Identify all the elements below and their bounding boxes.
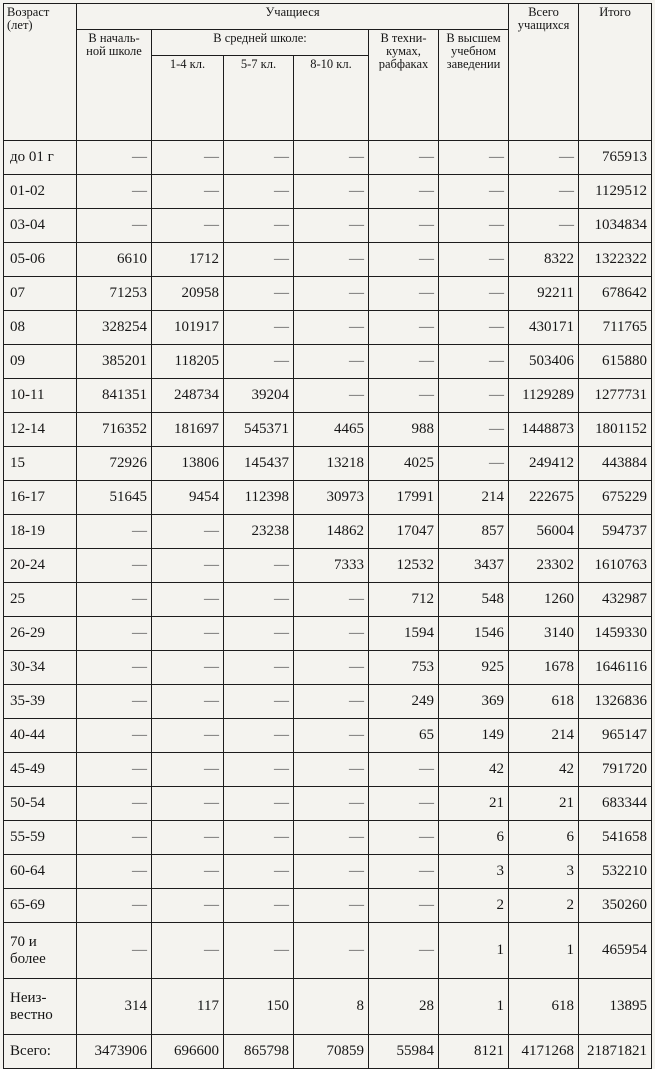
age-cell: 18-19 — [4, 515, 77, 549]
value-cell: 4465 — [294, 413, 369, 447]
table-row — [4, 311, 652, 345]
header-technical-schools: В техни-кумах, рабфаках — [369, 30, 439, 141]
value-cell: — — [294, 277, 369, 311]
age-cell: 09 — [4, 345, 77, 379]
age-cell: 07 — [4, 277, 77, 311]
table-row — [4, 855, 652, 889]
value-cell: — — [294, 175, 369, 209]
value-cell: — — [152, 889, 224, 923]
table-row — [4, 413, 652, 447]
value-cell: — — [369, 345, 439, 379]
value-cell: — — [439, 345, 509, 379]
value-cell: 3473906 — [77, 1035, 152, 1069]
header-students: Учащиеся — [77, 4, 509, 30]
value-cell: 8322 — [509, 243, 579, 277]
value-cell: 112398 — [224, 481, 294, 515]
value-cell: 13806 — [152, 447, 224, 481]
value-cell: 765913 — [579, 141, 652, 175]
value-cell: 369 — [439, 685, 509, 719]
value-cell: 791720 — [579, 753, 652, 787]
value-cell: 4025 — [369, 447, 439, 481]
header-secondary-school: В средней школе: — [152, 30, 369, 56]
value-cell: 249412 — [509, 447, 579, 481]
value-cell: 17047 — [369, 515, 439, 549]
value-cell: 1 — [439, 923, 509, 979]
table-row — [4, 175, 652, 209]
value-cell: — — [369, 243, 439, 277]
value-cell: 716352 — [77, 413, 152, 447]
value-cell: 432987 — [579, 583, 652, 617]
value-cell: — — [77, 141, 152, 175]
value-cell: 39204 — [224, 379, 294, 413]
value-cell: 965147 — [579, 719, 652, 753]
value-cell: — — [294, 209, 369, 243]
value-cell: 181697 — [152, 413, 224, 447]
age-cell: 03-04 — [4, 209, 77, 243]
value-cell: — — [439, 141, 509, 175]
value-cell: 72926 — [77, 447, 152, 481]
value-cell: 2 — [509, 889, 579, 923]
value-cell: 20958 — [152, 277, 224, 311]
value-cell: 70859 — [294, 1035, 369, 1069]
value-cell: 8 — [294, 979, 369, 1035]
value-cell: — — [294, 753, 369, 787]
students-by-age-table — [3, 3, 652, 1069]
age-cell: 26-29 — [4, 617, 77, 651]
value-cell: — — [224, 243, 294, 277]
value-cell: 249 — [369, 685, 439, 719]
table-row — [4, 515, 652, 549]
value-cell: 51645 — [77, 481, 152, 515]
value-cell: — — [294, 821, 369, 855]
value-cell: 430171 — [509, 311, 579, 345]
value-cell: 1678 — [509, 651, 579, 685]
value-cell: — — [294, 617, 369, 651]
value-cell: 1546 — [439, 617, 509, 651]
value-cell: — — [294, 855, 369, 889]
value-cell: 350260 — [579, 889, 652, 923]
value-cell: 1594 — [369, 617, 439, 651]
value-cell: — — [77, 719, 152, 753]
value-cell: 711765 — [579, 311, 652, 345]
value-cell: — — [369, 923, 439, 979]
value-cell: 1801152 — [579, 413, 652, 447]
age-cell: 12-14 — [4, 413, 77, 447]
value-cell: 443884 — [579, 447, 652, 481]
value-cell: 678642 — [579, 277, 652, 311]
age-cell: 55-59 — [4, 821, 77, 855]
value-cell: — — [77, 889, 152, 923]
age-cell: 65-69 — [4, 889, 77, 923]
value-cell: — — [152, 787, 224, 821]
value-cell: — — [77, 651, 152, 685]
value-cell: 548 — [439, 583, 509, 617]
value-cell: 1610763 — [579, 549, 652, 583]
value-cell: 328254 — [77, 311, 152, 345]
value-cell: 145437 — [224, 447, 294, 481]
value-cell: 925 — [439, 651, 509, 685]
table-row — [4, 617, 652, 651]
table-row — [4, 651, 652, 685]
value-cell: — — [224, 617, 294, 651]
age-cell: 08 — [4, 311, 77, 345]
value-cell: — — [224, 277, 294, 311]
value-cell: 1129512 — [579, 175, 652, 209]
value-cell: — — [439, 379, 509, 413]
table-row — [4, 549, 652, 583]
value-cell: 1 — [509, 923, 579, 979]
value-cell: 6610 — [77, 243, 152, 277]
value-cell: — — [77, 175, 152, 209]
age-cell: 16-17 — [4, 481, 77, 515]
table-row — [4, 345, 652, 379]
value-cell: — — [439, 243, 509, 277]
value-cell: — — [224, 345, 294, 379]
value-cell: — — [77, 753, 152, 787]
value-cell: 101917 — [152, 311, 224, 345]
value-cell: — — [439, 209, 509, 243]
value-cell: 71253 — [77, 277, 152, 311]
value-cell: 1 — [439, 979, 509, 1035]
value-cell: — — [294, 889, 369, 923]
value-cell: — — [509, 141, 579, 175]
header-grades-1-4: 1-4 кл. — [152, 56, 224, 141]
value-cell: 3437 — [439, 549, 509, 583]
value-cell: — — [224, 787, 294, 821]
value-cell: 7333 — [294, 549, 369, 583]
value-cell: 65 — [369, 719, 439, 753]
value-cell: 1129289 — [509, 379, 579, 413]
value-cell: 21871821 — [579, 1035, 652, 1069]
value-cell: 503406 — [509, 345, 579, 379]
table-row — [4, 889, 652, 923]
value-cell: — — [77, 617, 152, 651]
value-cell: 222675 — [509, 481, 579, 515]
age-cell: Неиз-вестно — [4, 979, 77, 1035]
value-cell: — — [152, 923, 224, 979]
value-cell: 465954 — [579, 923, 652, 979]
value-cell: 545371 — [224, 413, 294, 447]
value-cell: — — [294, 345, 369, 379]
age-cell: 60-64 — [4, 855, 77, 889]
value-cell: 594737 — [579, 515, 652, 549]
value-cell: 248734 — [152, 379, 224, 413]
value-cell: 3 — [509, 855, 579, 889]
table-row — [4, 923, 652, 979]
value-cell: 42 — [509, 753, 579, 787]
value-cell: 1326836 — [579, 685, 652, 719]
value-cell: — — [294, 719, 369, 753]
value-cell: 3 — [439, 855, 509, 889]
table-body — [4, 141, 652, 1069]
value-cell: 1712 — [152, 243, 224, 277]
value-cell: — — [152, 651, 224, 685]
value-cell: — — [224, 651, 294, 685]
value-cell: 117 — [152, 979, 224, 1035]
value-cell: 42 — [439, 753, 509, 787]
value-cell: — — [439, 311, 509, 345]
value-cell: 214 — [439, 481, 509, 515]
table-row — [4, 787, 652, 821]
table-row — [4, 141, 652, 175]
age-cell: 70 и более — [4, 923, 77, 979]
value-cell: — — [294, 243, 369, 277]
value-cell: 1646116 — [579, 651, 652, 685]
value-cell: — — [369, 855, 439, 889]
value-cell: — — [152, 753, 224, 787]
value-cell: — — [152, 855, 224, 889]
value-cell: — — [224, 923, 294, 979]
value-cell: — — [224, 311, 294, 345]
value-cell: 683344 — [579, 787, 652, 821]
value-cell: — — [294, 685, 369, 719]
value-cell: — — [77, 549, 152, 583]
value-cell: — — [152, 515, 224, 549]
table-row — [4, 447, 652, 481]
header-grand-total: Итого — [579, 4, 652, 141]
value-cell: 150 — [224, 979, 294, 1035]
value-cell: 753 — [369, 651, 439, 685]
value-cell: — — [294, 651, 369, 685]
value-cell: — — [369, 787, 439, 821]
table-row — [4, 379, 652, 413]
value-cell: 618 — [509, 685, 579, 719]
table-row — [4, 685, 652, 719]
value-cell: 532210 — [579, 855, 652, 889]
value-cell: — — [77, 685, 152, 719]
value-cell: 1034834 — [579, 209, 652, 243]
age-cell: 15 — [4, 447, 77, 481]
value-cell: 21 — [509, 787, 579, 821]
value-cell: 23238 — [224, 515, 294, 549]
value-cell: 14862 — [294, 515, 369, 549]
value-cell: 13218 — [294, 447, 369, 481]
value-cell: — — [224, 685, 294, 719]
value-cell: — — [224, 549, 294, 583]
value-cell: — — [439, 277, 509, 311]
header-higher-education: В высшем учебном заведении — [439, 30, 509, 141]
value-cell: 615880 — [579, 345, 652, 379]
value-cell: — — [152, 141, 224, 175]
value-cell: 17991 — [369, 481, 439, 515]
value-cell: 988 — [369, 413, 439, 447]
value-cell: — — [224, 855, 294, 889]
value-cell: 8121 — [439, 1035, 509, 1069]
value-cell: 696600 — [152, 1035, 224, 1069]
header-primary-school: В началь-ной школе — [77, 30, 152, 141]
value-cell: — — [294, 311, 369, 345]
table-row — [4, 719, 652, 753]
value-cell: — — [294, 583, 369, 617]
value-cell: 21 — [439, 787, 509, 821]
value-cell: — — [369, 175, 439, 209]
value-cell: 1277731 — [579, 379, 652, 413]
value-cell: — — [294, 141, 369, 175]
value-cell: — — [509, 209, 579, 243]
value-cell: 541658 — [579, 821, 652, 855]
value-cell: 56004 — [509, 515, 579, 549]
value-cell: — — [369, 141, 439, 175]
value-cell: 13895 — [579, 979, 652, 1035]
age-cell: 35-39 — [4, 685, 77, 719]
value-cell: 28 — [369, 979, 439, 1035]
value-cell: — — [369, 821, 439, 855]
value-cell: — — [369, 753, 439, 787]
value-cell: — — [369, 209, 439, 243]
value-cell: — — [77, 515, 152, 549]
table-row — [4, 481, 652, 515]
age-cell: 10-11 — [4, 379, 77, 413]
value-cell: 118205 — [152, 345, 224, 379]
value-cell: — — [152, 685, 224, 719]
value-cell: — — [77, 787, 152, 821]
value-cell: 214 — [509, 719, 579, 753]
age-cell: 20-24 — [4, 549, 77, 583]
value-cell: — — [152, 209, 224, 243]
value-cell: — — [77, 855, 152, 889]
table-row — [4, 583, 652, 617]
value-cell: 1322322 — [579, 243, 652, 277]
table-row — [4, 1035, 652, 1069]
value-cell: 314 — [77, 979, 152, 1035]
value-cell: 6 — [439, 821, 509, 855]
value-cell: — — [152, 719, 224, 753]
value-cell: — — [369, 311, 439, 345]
value-cell: — — [224, 175, 294, 209]
value-cell: — — [224, 141, 294, 175]
value-cell: — — [152, 549, 224, 583]
value-cell: 9454 — [152, 481, 224, 515]
table-row — [4, 821, 652, 855]
value-cell: — — [509, 175, 579, 209]
value-cell: 1448873 — [509, 413, 579, 447]
document-page — [3, 3, 651, 1059]
value-cell: 6 — [509, 821, 579, 855]
value-cell: — — [224, 821, 294, 855]
value-cell: — — [369, 889, 439, 923]
header-age: Возраст (лет) — [4, 4, 77, 141]
value-cell: 3140 — [509, 617, 579, 651]
header-total-students: Всего учащихся — [509, 4, 579, 141]
value-cell: 12532 — [369, 549, 439, 583]
table-row — [4, 209, 652, 243]
value-cell: — — [369, 379, 439, 413]
value-cell: — — [224, 889, 294, 923]
value-cell: 712 — [369, 583, 439, 617]
age-cell: 45-49 — [4, 753, 77, 787]
value-cell: 841351 — [77, 379, 152, 413]
value-cell: 1459330 — [579, 617, 652, 651]
value-cell: — — [439, 413, 509, 447]
value-cell: — — [294, 379, 369, 413]
value-cell: 857 — [439, 515, 509, 549]
value-cell: — — [369, 277, 439, 311]
value-cell: — — [152, 617, 224, 651]
value-cell: 149 — [439, 719, 509, 753]
value-cell: 30973 — [294, 481, 369, 515]
table-row — [4, 277, 652, 311]
value-cell: 865798 — [224, 1035, 294, 1069]
value-cell: — — [77, 583, 152, 617]
age-cell: 50-54 — [4, 787, 77, 821]
value-cell: 55984 — [369, 1035, 439, 1069]
header-grades-5-7: 5-7 кл. — [224, 56, 294, 141]
value-cell: — — [224, 209, 294, 243]
value-cell: 23302 — [509, 549, 579, 583]
value-cell: — — [224, 583, 294, 617]
table-row — [4, 243, 652, 277]
value-cell: — — [439, 447, 509, 481]
age-cell: до 01 г — [4, 141, 77, 175]
table-row — [4, 979, 652, 1035]
value-cell: — — [294, 923, 369, 979]
value-cell: — — [152, 821, 224, 855]
value-cell: — — [224, 719, 294, 753]
table-row — [4, 753, 652, 787]
header-grades-8-10: 8-10 кл. — [294, 56, 369, 141]
value-cell: 675229 — [579, 481, 652, 515]
age-cell: 25 — [4, 583, 77, 617]
value-cell: — — [77, 821, 152, 855]
value-cell: — — [439, 175, 509, 209]
value-cell: — — [294, 787, 369, 821]
value-cell: 2 — [439, 889, 509, 923]
age-cell: 40-44 — [4, 719, 77, 753]
value-cell: 618 — [509, 979, 579, 1035]
value-cell: 385201 — [77, 345, 152, 379]
value-cell: 4171268 — [509, 1035, 579, 1069]
age-cell: 01-02 — [4, 175, 77, 209]
value-cell: — — [152, 583, 224, 617]
age-cell: 05-06 — [4, 243, 77, 277]
value-cell: 1260 — [509, 583, 579, 617]
value-cell: 92211 — [509, 277, 579, 311]
value-cell: — — [152, 175, 224, 209]
value-cell: — — [77, 923, 152, 979]
age-cell: 30-34 — [4, 651, 77, 685]
value-cell: — — [77, 209, 152, 243]
value-cell: — — [224, 753, 294, 787]
age-cell: Всего: — [4, 1035, 77, 1069]
